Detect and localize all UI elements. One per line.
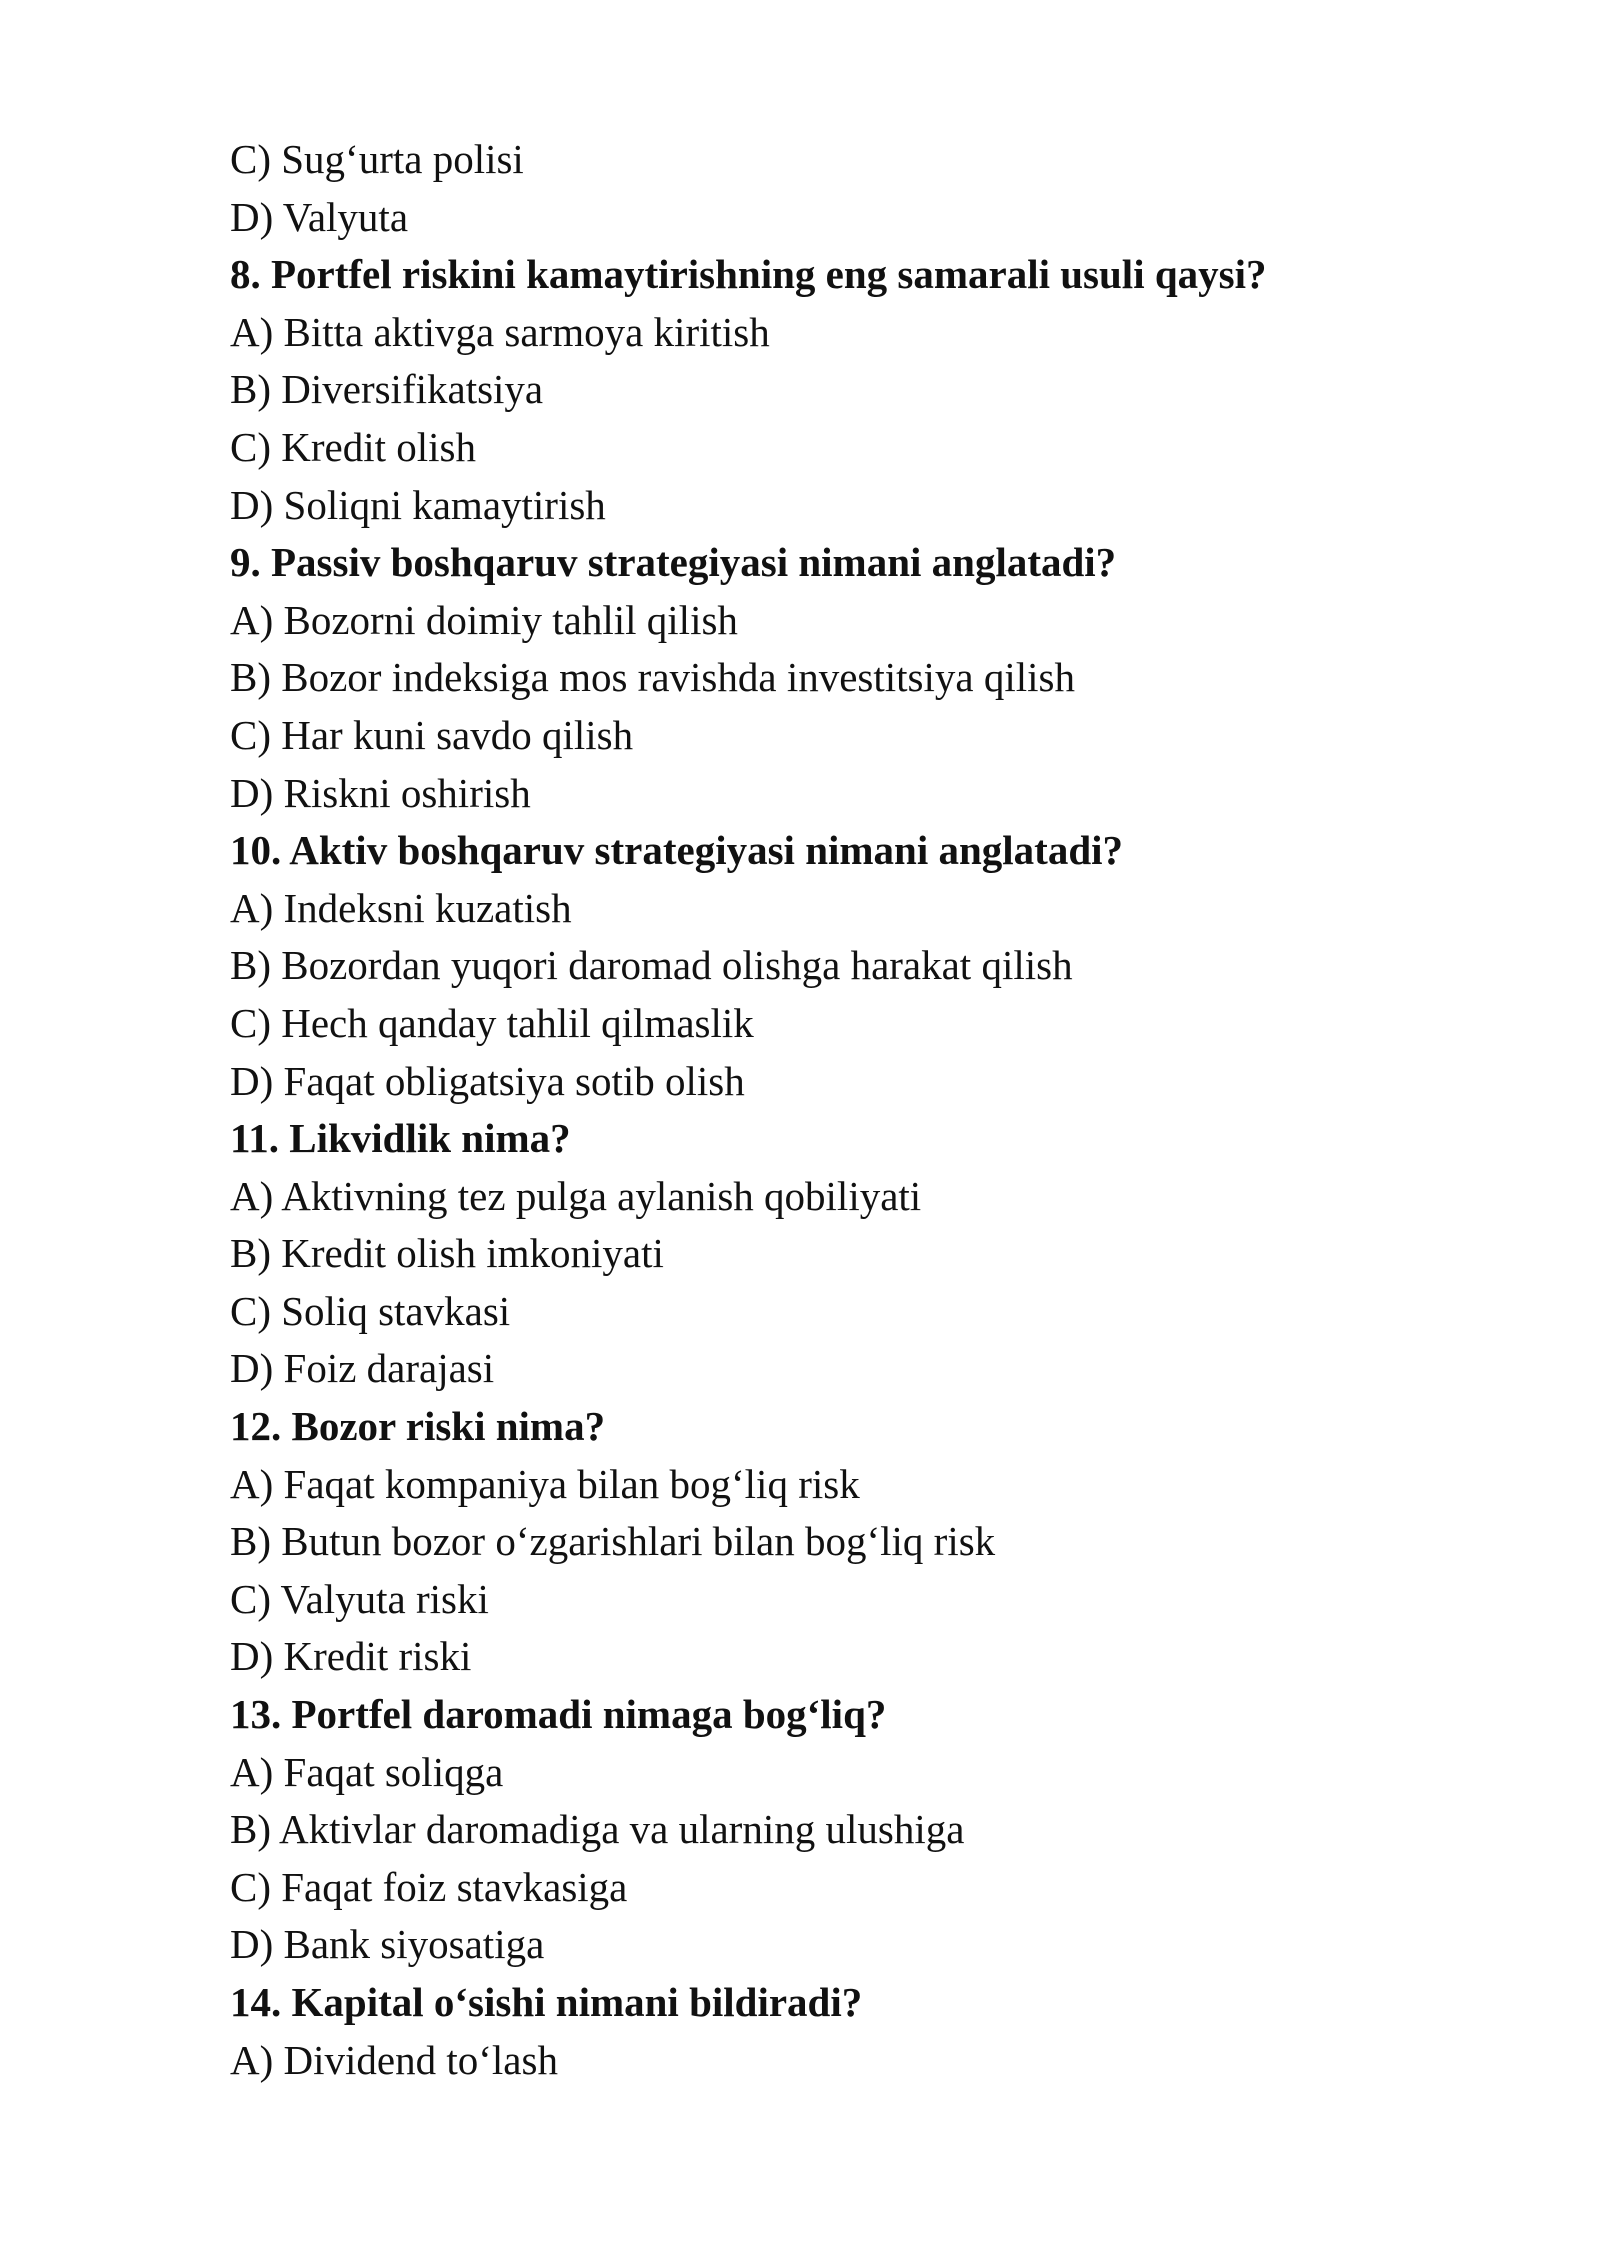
question-heading: 8. Portfel riskini kamaytirishning eng samarali usuli qaysi?: [230, 251, 1267, 298]
answer-option: D) Foiz darajasi: [230, 1345, 495, 1392]
answer-option: C) Sug‘urta polisi: [230, 136, 524, 182]
answer-option: D) Riskni oshirish: [230, 769, 531, 816]
question-heading: 14. Kapital o‘sishi nimani bildiradi?: [230, 1979, 863, 2025]
question-heading: 9. Passiv boshqaruv strategiyasi nimani anglatadi?: [230, 539, 1117, 586]
answer-option: A) Bozorni doimiy tahlil qilish: [230, 596, 738, 643]
question-heading: 12. Bozor riski nima?: [230, 1403, 606, 1450]
answer-option: D) Faqat obligatsiya sotib olish: [230, 1057, 745, 1104]
question-heading: 11. Likvidlik nima?: [230, 1115, 571, 1162]
answer-option: B) Bozordan yuqori daromad olishga harakat qilish: [230, 942, 1073, 989]
answer-option: B) Bozor indeksiga mos ravishda investitsiya qilish: [230, 654, 1075, 701]
answer-option: C) Kredit olish: [230, 423, 476, 470]
question-heading: 13. Portfel daromadi nimaga bog‘liq?: [230, 1691, 887, 1738]
answer-option: A) Faqat kompaniya bilan bog‘liq risk: [230, 1460, 860, 1507]
answer-option: A) Dividend to‘lash: [230, 2036, 558, 2083]
answer-option: A) Faqat soliqga: [230, 1748, 504, 1795]
answer-option: B) Butun bozor o‘zgarishlari bilan bog‘liq risk: [230, 1518, 996, 1565]
answer-option: A) Bitta aktivga sarmoya kiritish: [230, 308, 770, 355]
answer-option: D) Valyuta: [230, 193, 409, 240]
answer-option: B) Kredit olish imkoniyati: [230, 1230, 664, 1277]
answer-option: C) Har kuni savdo qilish: [230, 711, 634, 758]
answer-option: D) Kredit riski: [230, 1633, 472, 1680]
answer-option: B) Aktivlar daromadiga va ularning ulushiga: [230, 1806, 965, 1853]
answer-option: C) Valyuta riski: [230, 1575, 489, 1622]
answer-option: D) Soliqni kamaytirish: [230, 481, 606, 528]
answer-option: C) Soliq stavkasi: [230, 1287, 511, 1334]
quiz-content: [230, 131, 1430, 2089]
answer-option: B) Diversifikatsiya: [230, 366, 544, 413]
question-heading: 10. Aktiv boshqaruv strategiyasi nimani anglatadi?: [230, 827, 1124, 874]
answer-option: C) Hech qanday tahlil qilmaslik: [230, 999, 754, 1046]
answer-option: A) Indeksni kuzatish: [230, 884, 572, 931]
answer-option: A) Aktivning tez pulga aylanish qobiliyati: [230, 1172, 922, 1219]
answer-option: C) Faqat foiz stavkasiga: [230, 1863, 628, 1910]
answer-option: D) Bank siyosatiga: [230, 1921, 545, 1968]
